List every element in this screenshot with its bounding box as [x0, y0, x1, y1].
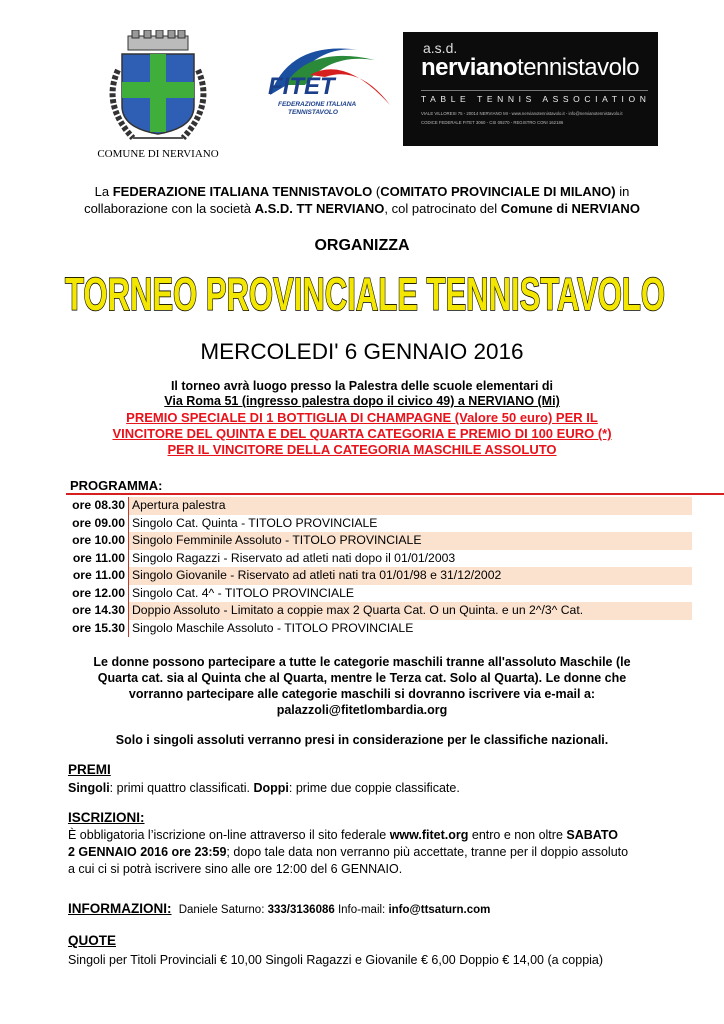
iscrizioni-text: È obbligatoria l’iscrizione on-line attraverso il sito federale www.fitet.org entro e non oltre SABATO 2 GENNAIO 2016 ore 23:59; dopo tale data non verranno più accettate, tranne per il doppio assoluto a cui ci si potrà iscrivere sino alle ore 12:00 del 6 GENNAIO. — [68, 828, 629, 876]
intro-text: La FEDERAZIONE ITALIANA TENNISTAVOLO (COMITATO PROVINCIALE DI MILANO) in collaborazione con la società A.S.D. TT NERVIANO, col patrocinato del Comune di NERVIANO — [84, 184, 640, 216]
row-desc: Singolo Femminile Assoluto - TITOLO PROVINCIALE — [129, 532, 693, 550]
donne-line3: vorranno partecipare alle categorie maschili si dovranno iscrivere via e-mail a: — [128, 687, 596, 701]
row-desc: Singolo Cat. 4^ - TITOLO PROVINCIALE — [132, 585, 355, 600]
location-line1: Il torneo avrà luogo presso la Palestra delle scuole elementari di — [170, 379, 554, 393]
iscrizioni-heading: ISCRIZIONI: — [68, 810, 145, 825]
row-time: ore 11.00 — [60, 567, 129, 585]
nerviano-tennistavolo-logo — [403, 32, 658, 146]
row-desc: Apertura palestra — [129, 497, 693, 515]
donne-line1: Le donne possono partecipare a tutte le categorie maschili tranne all'assoluto Maschile (le — [93, 655, 631, 669]
table-row — [60, 550, 692, 568]
donne-line2: Quarta cat. sia al Quinta che al Quarta, mentre le Terza cat. Solo al Quarta). Le donne che — [97, 671, 627, 685]
tournament-title-text: TORNEO PROVINCIALE TENNISTAVOLO — [65, 268, 665, 320]
premi-heading: PREMI — [68, 762, 111, 777]
row-time: ore 10.00 — [60, 532, 129, 550]
comune-crest-icon — [88, 30, 228, 148]
prize-line1: PREMIO SPECIALE DI 1 BOTTIGLIA DI CHAMPAGNE (Valore 50 euro) PER IL — [126, 410, 598, 425]
row-time: ore 08.30 — [60, 497, 129, 515]
quote-text: Singoli per Titoli Provinciali € 10,00 Singoli Ragazzi e Giovanile € 6,00 Doppio € 14,00 (a coppia) — [68, 953, 604, 967]
table-row — [60, 497, 692, 515]
row-desc: Doppio Assoluto - Limitato a coppie max 2 Quarta Cat. O un Quinta. e un 2^/3^ Cat. — [129, 602, 693, 620]
fitet-logo — [250, 35, 395, 145]
fitet-acronym: FITET — [268, 73, 335, 100]
row-time: ore 14.30 — [60, 602, 129, 620]
row-time: ore 12.00 — [60, 585, 129, 603]
programma-table — [60, 497, 692, 637]
organizza-heading: ORGANIZZA — [314, 237, 410, 254]
prize-line2: VINCITORE DEL QUINTA E DEL QUARTA CATEGORIA E PREMIO DI 100 EURO (*) — [112, 426, 612, 441]
row-time: ore 15.30 — [60, 620, 129, 638]
nerviano-codes: CODICE FEDERALE FITET 3060 - CSI 09270 - REGISTRO CONI 162186 — [421, 120, 564, 125]
row-desc: Singolo Ragazzi - Riservato ad atleti nati dopo il 01/01/2003 — [132, 550, 456, 565]
row-desc: Singolo Maschile Assoluto - TITOLO PROVINCIALE — [132, 620, 414, 635]
location-text — [0, 379, 724, 409]
quote-heading: QUOTE — [68, 933, 117, 948]
premi-text: Singoli: primi quattro classificati. Doppi: prime due coppie classificate. — [68, 781, 460, 795]
nerviano-tagline: TABLE TENNIS ASSOCIATION — [421, 94, 651, 104]
nerviano-name: nervianotennistavolo — [421, 54, 640, 81]
prize-line3: PER IL VINCITORE DELLA CATEGORIA MASCHILE ASSOLUTO — [167, 442, 557, 457]
fitet-line1: FEDERAZIONE ITALIANA — [278, 101, 357, 108]
donne-note — [0, 654, 724, 718]
row-desc: Singolo Cat. Quinta - TITOLO PROVINCIALE — [132, 515, 378, 530]
table-row — [60, 532, 692, 550]
table-row — [60, 567, 692, 585]
tournament-title — [60, 255, 670, 330]
comune-caption: COMUNE DI NERVIANO — [97, 148, 219, 160]
row-time: ore 11.00 — [60, 550, 129, 568]
table-row — [60, 515, 692, 533]
fitet-line2: TENNISTAVOLO — [288, 109, 338, 116]
nerviano-asd: a.s.d. — [423, 40, 458, 56]
donne-email: palazzoli@fitetlombardia.org — [276, 703, 448, 717]
table-row — [60, 620, 692, 638]
informazioni-line: INFORMAZIONI: Daniele Saturno: 333/3136086 Info-mail: info@ttsaturn.com — [68, 901, 491, 916]
programma-heading: PROGRAMMA: — [70, 478, 163, 493]
row-time: ore 09.00 — [60, 515, 129, 533]
location-line2: Via Roma 51 (ingresso palestra dopo il civico 49) a NERVIANO (Mi) — [164, 394, 560, 408]
nerviano-address: VIALE VILLORESI 75 - 20014 NERVIANO MI - www.nervianotennistavolo.it - info@nervianotennistavolo.it — [421, 111, 623, 116]
nerviano-divider — [421, 90, 648, 91]
singoli-note: Solo i singoli assoluti verranno presi in considerazione per le classifiche nazionali. — [115, 733, 609, 747]
programma-divider — [66, 493, 724, 495]
table-row — [60, 602, 692, 620]
row-desc: Singolo Giovanile - Riservato ad atleti nati tra 01/01/98 e 31/12/2002 — [129, 567, 693, 585]
prize-text — [0, 410, 724, 458]
comune-logo — [88, 30, 228, 165]
table-row — [60, 585, 692, 603]
tournament-date: MERCOLEDI' 6 GENNAIO 2016 — [200, 339, 524, 364]
